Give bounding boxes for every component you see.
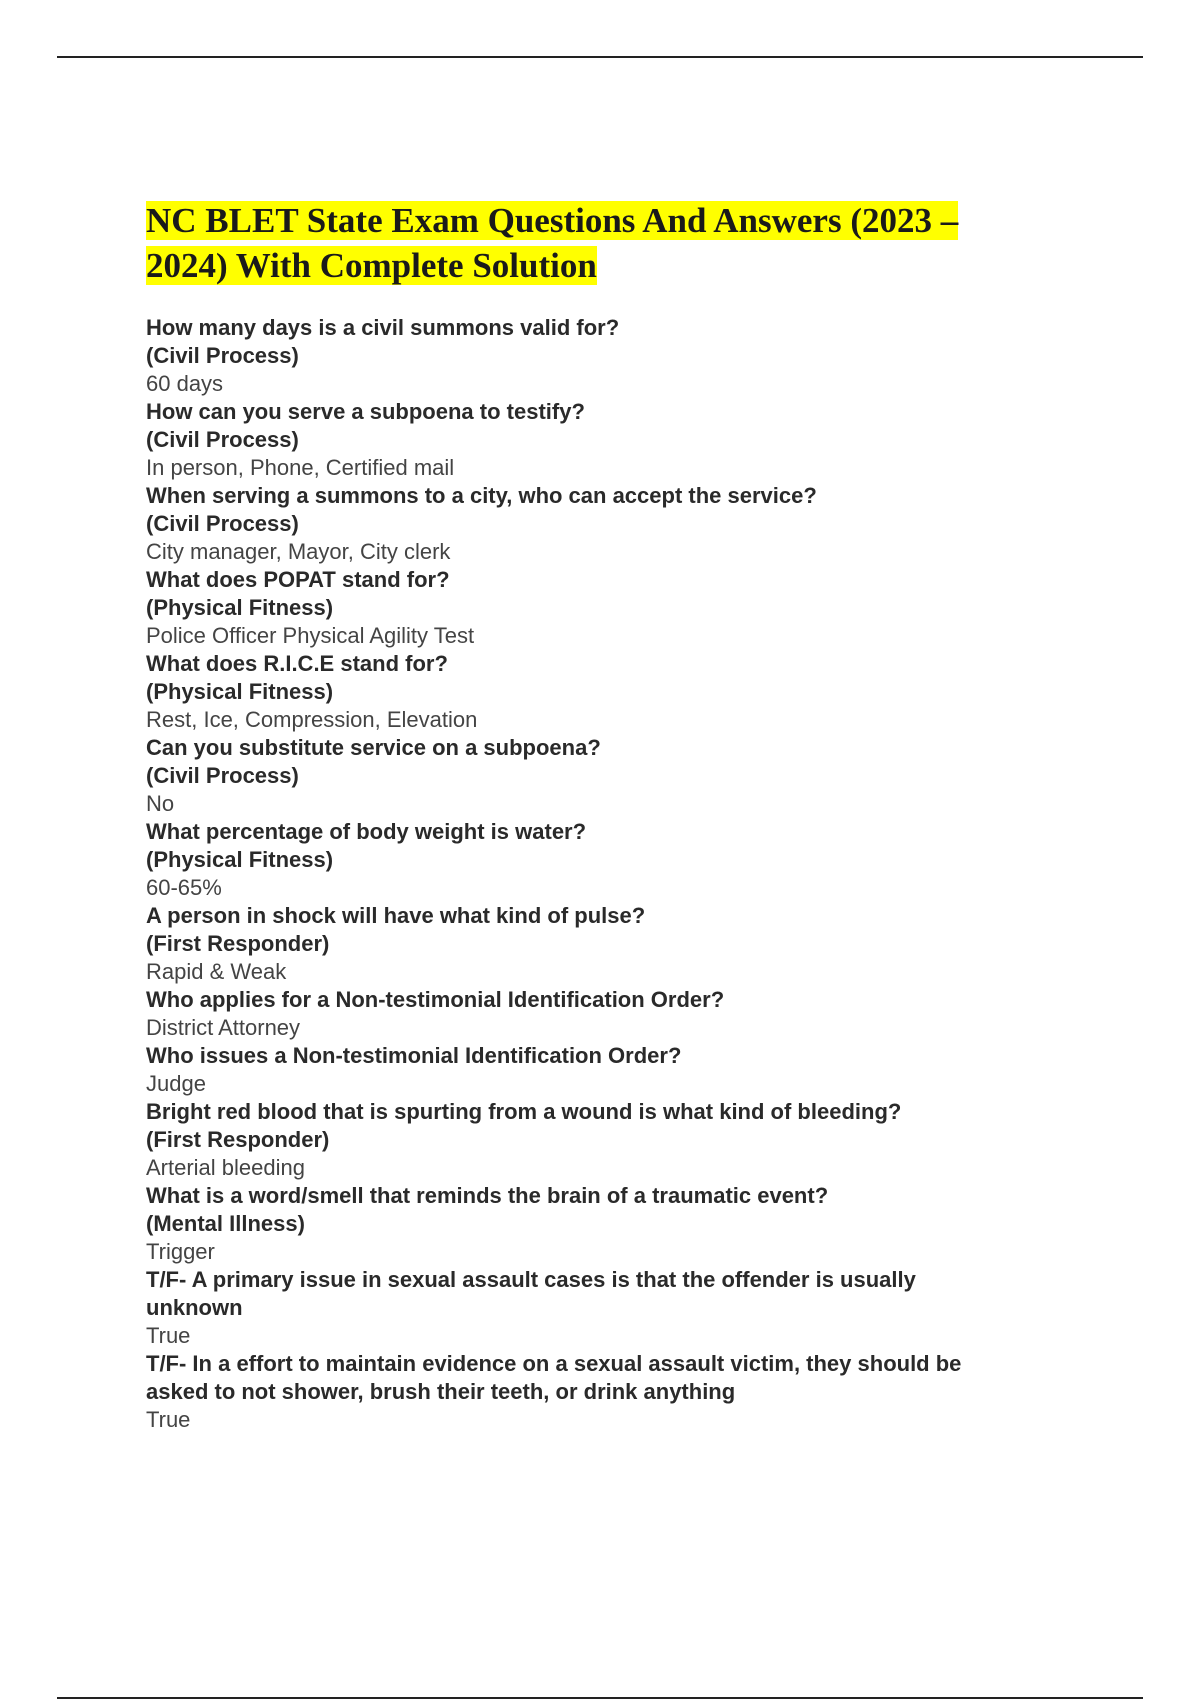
answer-text: Trigger [146,1239,215,1264]
question-text: How many days is a civil summons valid for? [146,315,620,340]
question-text: When serving a summons to a city, who can accept the service? [146,483,817,508]
question-category: (Physical Fitness) [146,847,334,872]
question-category: (Physical Fitness) [146,595,334,620]
question-category: (Civil Process) [146,763,299,788]
bottom-rule [57,1697,1143,1699]
question-category: (Civil Process) [146,343,299,368]
answer-text: Arterial bleeding [146,1155,305,1180]
answer-text: Judge [146,1071,206,1096]
answer-text: No [146,791,175,816]
title-line-1: NC BLET State Exam Questions And Answers (2023 – [146,201,959,240]
answer-text: Rapid & Weak [146,959,287,984]
top-rule [57,56,1143,58]
question-text: Who applies for a Non-testimonial Identification Order? [146,987,725,1012]
document-title [146,198,1046,288]
qa-item [146,398,1066,482]
answer-text: True [146,1407,191,1432]
qa-item [146,1266,1066,1350]
question-text: T/F- A primary issue in sexual assault cases is that the offender is usually [146,1267,916,1292]
qa-item [146,1350,1066,1434]
qa-item [146,818,1066,902]
answer-text: District Attorney [146,1015,301,1040]
question-text: Can you substitute service on a subpoena? [146,735,601,760]
qa-item [146,1182,1066,1266]
qa-item [146,1042,1066,1098]
answer-text: Rest, Ice, Compression, Elevation [146,707,478,732]
question-text: What percentage of body weight is water? [146,819,587,844]
question-text: Who issues a Non-testimonial Identification Order? [146,1043,682,1068]
question-text: What is a word/smell that reminds the brain of a traumatic event? [146,1183,829,1208]
answer-text: Police Officer Physical Agility Test [146,623,475,648]
title-line-2: 2024) With Complete Solution [146,246,597,285]
qa-item [146,566,1066,650]
qa-item [146,1098,1066,1182]
answer-text: In person, Phone, Certified mail [146,455,455,480]
answer-text: City manager, Mayor, City clerk [146,539,451,564]
qa-item [146,986,1066,1042]
qa-item [146,650,1066,734]
question-category: (First Responder) [146,1127,330,1152]
question-category: (Civil Process) [146,427,299,452]
question-category: (Mental Illness) [146,1211,305,1236]
qa-item [146,902,1066,986]
qa-item [146,734,1066,818]
answer-text: 60 days [146,371,224,396]
question-text-continued: unknown [146,1295,243,1320]
question-text: What does R.I.C.E stand for? [146,651,448,676]
question-text: How can you serve a subpoena to testify? [146,399,585,424]
question-category: (Civil Process) [146,511,299,536]
question-text: A person in shock will have what kind of pulse? [146,903,646,928]
answer-text: True [146,1323,191,1348]
qa-item [146,314,1066,398]
qa-list [146,314,1066,1434]
qa-item [146,482,1066,566]
answer-text: 60-65% [146,875,222,900]
question-text-continued: asked to not shower, brush their teeth, or drink anything [146,1379,736,1404]
question-text: What does POPAT stand for? [146,567,450,592]
question-text: Bright red blood that is spurting from a wound is what kind of bleeding? [146,1099,902,1124]
question-category: (Physical Fitness) [146,679,334,704]
question-category: (First Responder) [146,931,330,956]
question-text: T/F- In a effort to maintain evidence on a sexual assault victim, they should be [146,1351,962,1376]
